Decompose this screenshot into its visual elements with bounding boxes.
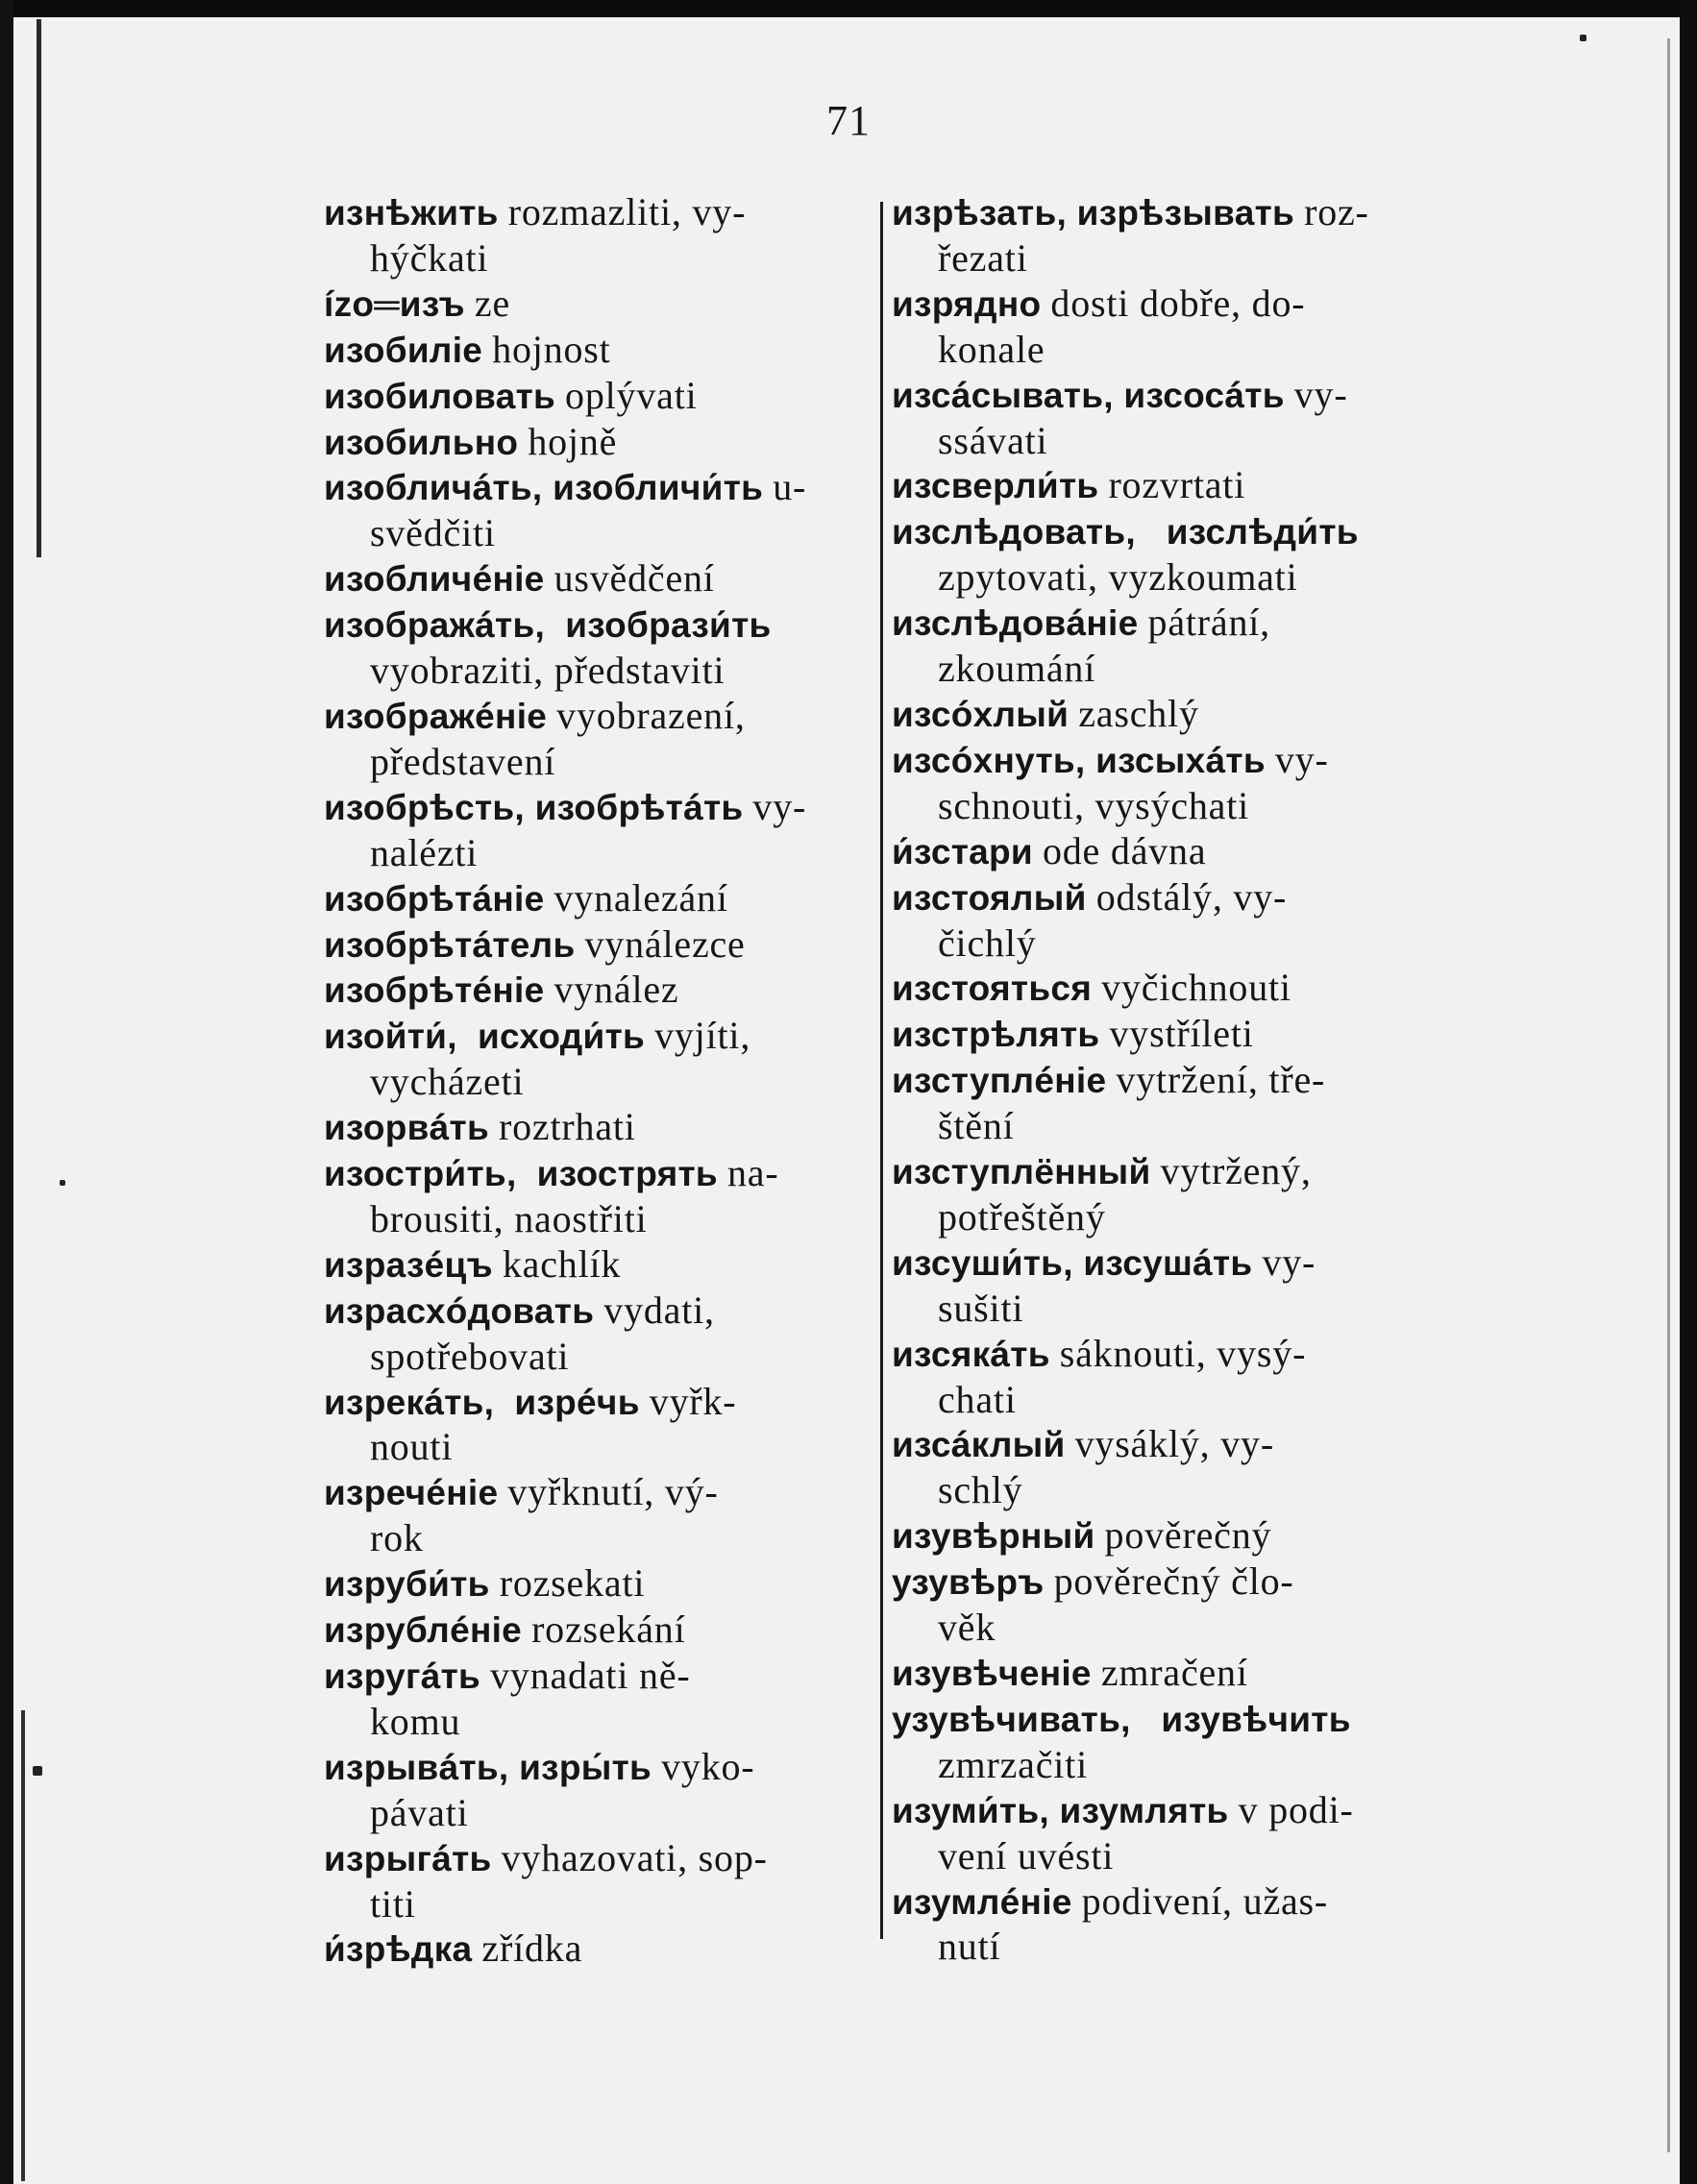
dictionary-entry bbox=[892, 1697, 1438, 1788]
dictionary-entry bbox=[892, 1012, 1438, 1058]
definition: vyobrazení, bbox=[556, 693, 746, 737]
definition: zřídka bbox=[481, 1926, 583, 1971]
dictionary-entry bbox=[324, 602, 881, 694]
headword: изобрѣтáтель bbox=[324, 924, 576, 965]
headword: изуми́ть, изумлять bbox=[892, 1790, 1229, 1830]
dictionary-entry bbox=[324, 1470, 881, 1561]
dictionary-entry bbox=[892, 1332, 1438, 1423]
dictionary-entry bbox=[892, 1240, 1438, 1332]
dictionary-entry bbox=[324, 1926, 881, 1973]
headword: изсверли́ть bbox=[892, 466, 1099, 506]
definition-continuation: titi bbox=[370, 1881, 416, 1926]
definition: dosti dobře, do- bbox=[1050, 281, 1306, 325]
definition-continuation: vyobraziti, představiti bbox=[370, 649, 726, 693]
definition: pověrečný člo- bbox=[1053, 1559, 1294, 1604]
definition-continuation: zkoumání bbox=[938, 647, 1096, 691]
definition: vy- bbox=[1274, 737, 1329, 781]
definition-continuation: čichlý bbox=[938, 920, 1037, 965]
definition: vyko- bbox=[661, 1744, 755, 1788]
definition-continuation: brousiti, naostřiti bbox=[370, 1196, 648, 1240]
scan-edge-top bbox=[0, 0, 1697, 17]
headword: и́зстари bbox=[892, 831, 1033, 871]
headword: изобиловать bbox=[324, 376, 556, 416]
dictionary-entry bbox=[324, 282, 881, 328]
headword: изрекáть, изрéчь bbox=[324, 1382, 640, 1422]
dictionary-entry bbox=[892, 190, 1438, 282]
headword: узувѣчивать, изувѣчить bbox=[892, 1699, 1351, 1739]
dictionary-entry bbox=[324, 1288, 881, 1380]
dictionary-entry bbox=[892, 829, 1438, 875]
headword: изступлённый bbox=[892, 1152, 1151, 1192]
headword: изувѣченіе bbox=[892, 1654, 1092, 1693]
headword: изобличáть, изобличи́ть bbox=[324, 468, 764, 508]
definition-continuation: rok bbox=[370, 1516, 424, 1560]
definition: na- bbox=[726, 1151, 779, 1195]
headword: изорвáть bbox=[324, 1108, 490, 1148]
definition: vyhazovati, sop- bbox=[501, 1835, 768, 1879]
dictionary-entry bbox=[324, 556, 881, 602]
headword: изстоялый bbox=[892, 877, 1087, 918]
dictionary-entry bbox=[324, 1242, 881, 1288]
headword: изречéніе bbox=[324, 1473, 499, 1513]
definition: vynadati ně- bbox=[490, 1654, 691, 1697]
dictionary-entry bbox=[324, 1745, 881, 1836]
definition: sáknouti, vysý- bbox=[1059, 1331, 1307, 1375]
definition-continuation: potřeštěný bbox=[938, 1194, 1106, 1239]
dictionary-entry bbox=[324, 1380, 881, 1471]
definition: vy- bbox=[1293, 372, 1348, 416]
dictionary-entry bbox=[324, 1654, 881, 1745]
headword: изображáть, изобрази́ть bbox=[324, 605, 772, 646]
headword: изрядно bbox=[892, 283, 1042, 324]
dictionary-entry bbox=[324, 968, 881, 1014]
definition: vytržený, bbox=[1160, 1149, 1312, 1193]
headword: изругáть bbox=[324, 1656, 481, 1696]
dictionary-entry bbox=[324, 190, 881, 282]
definition: vynalezání bbox=[553, 875, 728, 920]
headword: изумлéніе bbox=[892, 1881, 1072, 1922]
headword: изсóхлый bbox=[892, 694, 1070, 734]
dictionary-entry bbox=[324, 694, 881, 785]
definition-continuation: řezati bbox=[938, 235, 1028, 280]
definition: usvědčení bbox=[553, 556, 715, 601]
definition-continuation: pávati bbox=[370, 1790, 469, 1834]
definition: kachlík bbox=[502, 1241, 622, 1286]
dictionary-entry bbox=[324, 1151, 881, 1242]
dictionary-entry bbox=[324, 922, 881, 969]
headword: изслѣдовать, изслѣди́ть bbox=[892, 512, 1359, 552]
left-column bbox=[324, 190, 881, 1973]
headword: изувѣрный bbox=[892, 1516, 1095, 1557]
headword: изсóхнуть, изсыхáть bbox=[892, 740, 1266, 780]
dictionary-entry bbox=[324, 1836, 881, 1927]
definition-continuation: spotřebovati bbox=[370, 1334, 570, 1378]
headword: изсáклый bbox=[892, 1425, 1066, 1465]
scan-speck bbox=[33, 1766, 42, 1776]
definition: vysáklý, vy- bbox=[1074, 1422, 1274, 1466]
right-column bbox=[892, 190, 1438, 1970]
definition: vynálezce bbox=[584, 921, 746, 966]
headword: и́зрѣдка bbox=[324, 1929, 473, 1970]
headword: изстояться bbox=[892, 969, 1093, 1009]
dictionary-entry bbox=[892, 463, 1438, 509]
definition-continuation: konale bbox=[938, 327, 1045, 371]
definition: u- bbox=[773, 465, 807, 509]
dictionary-entry bbox=[324, 1014, 881, 1105]
headword: изрывáть, изры́ть bbox=[324, 1747, 652, 1787]
definition: vy- bbox=[1262, 1239, 1316, 1284]
headword: изойти́, исходи́ть bbox=[324, 1017, 646, 1057]
headword: изрѣзать, изрѣзывать bbox=[892, 193, 1295, 233]
definition: vyřknutí, vý- bbox=[507, 1470, 719, 1514]
dictionary-entry bbox=[892, 1058, 1438, 1149]
definition-continuation: sušiti bbox=[938, 1286, 1024, 1330]
definition: rozvrtati bbox=[1108, 463, 1246, 507]
definition-continuation: hýčkati bbox=[370, 235, 489, 280]
dictionary-entry bbox=[324, 1607, 881, 1654]
dictionary-entry bbox=[892, 966, 1438, 1012]
scan-gutter-line bbox=[1667, 38, 1670, 2152]
dictionary-entry bbox=[892, 282, 1438, 373]
scan-edge-right bbox=[1680, 0, 1697, 2184]
definition-continuation: představení bbox=[370, 739, 556, 783]
headword: изслѣдовáніе bbox=[892, 603, 1139, 644]
definition-continuation: schnouti, vysýchati bbox=[938, 783, 1250, 827]
definition: rozsekati bbox=[499, 1561, 646, 1606]
dictionary-entry bbox=[892, 1149, 1438, 1240]
definition: roztrhati bbox=[499, 1105, 636, 1149]
headword: изрублéніе bbox=[324, 1610, 523, 1651]
definition: hojnost bbox=[492, 327, 611, 371]
dictionary-entry bbox=[892, 875, 1438, 967]
column-divider bbox=[880, 202, 883, 1939]
definition: ode dávna bbox=[1042, 828, 1207, 872]
headword: изобрѣтáніе bbox=[324, 878, 545, 919]
definition-continuation: komu bbox=[370, 1699, 461, 1743]
headword: изобличéніе bbox=[324, 559, 545, 600]
definition: odstálý, vy- bbox=[1095, 874, 1288, 919]
headword: изсáсывать, изсосáть bbox=[892, 375, 1285, 415]
definition-continuation: chati bbox=[938, 1377, 1017, 1421]
dictionary-entry bbox=[892, 692, 1438, 738]
dictionary-entry bbox=[324, 420, 881, 466]
headword: изображéніе bbox=[324, 696, 548, 736]
definition-continuation: vycházeti bbox=[370, 1060, 525, 1104]
dictionary-entry bbox=[892, 1559, 1438, 1651]
headword: израсхóдовать bbox=[324, 1290, 595, 1331]
definition-continuation: schlý bbox=[938, 1468, 1023, 1512]
dictionary-entry bbox=[892, 1651, 1438, 1697]
definition: zaschlý bbox=[1078, 691, 1199, 735]
dictionary-entry bbox=[892, 1513, 1438, 1559]
headword: изсуши́ть, изсушáть bbox=[892, 1242, 1253, 1283]
dictionary-entry bbox=[892, 601, 1438, 692]
headword: изразéцъ bbox=[324, 1244, 493, 1285]
headword: изобильно bbox=[324, 422, 519, 462]
dictionary-entry bbox=[324, 374, 881, 420]
headword: ízо═изъ bbox=[324, 283, 465, 324]
definition: vytržení, tře- bbox=[1116, 1058, 1326, 1102]
headword: изруби́ть bbox=[324, 1564, 490, 1605]
dictionary-entry bbox=[892, 373, 1438, 464]
headword: изнѣжить bbox=[324, 193, 499, 233]
page-number: 71 bbox=[826, 97, 871, 144]
headword: изобиліе bbox=[324, 330, 483, 370]
dictionary-entry bbox=[324, 465, 881, 556]
headword: изступлéніе bbox=[892, 1061, 1107, 1101]
headword: изобрѣсть, изобрѣтáть bbox=[324, 787, 744, 827]
dictionary-entry bbox=[324, 1561, 881, 1607]
definition-continuation: štění bbox=[938, 1104, 1015, 1148]
scan-edge-left bbox=[0, 0, 13, 2184]
headword: изсякáть bbox=[892, 1334, 1050, 1374]
dictionary-entry bbox=[324, 328, 881, 374]
definition: zmračení bbox=[1100, 1651, 1248, 1694]
dictionary-entry bbox=[892, 1879, 1438, 1971]
definition: vyřk- bbox=[649, 1379, 737, 1423]
dictionary-entry bbox=[892, 509, 1438, 601]
scan-gutter-line bbox=[21, 1710, 25, 2181]
definition-continuation: nalézti bbox=[370, 830, 479, 874]
definition: pověrečný bbox=[1104, 1513, 1272, 1558]
definition: vydati, bbox=[603, 1288, 715, 1332]
dictionary-entry bbox=[892, 1788, 1438, 1879]
definition-continuation: zmrzačiti bbox=[938, 1742, 1088, 1786]
definition: pátrání, bbox=[1147, 601, 1270, 645]
definition-continuation: nutí bbox=[938, 1925, 1001, 1969]
definition-continuation: svědčiti bbox=[370, 511, 496, 555]
dictionary-entry bbox=[324, 876, 881, 922]
headword: узувѣръ bbox=[892, 1562, 1045, 1603]
definition: roz- bbox=[1304, 190, 1369, 233]
definition: ze bbox=[474, 281, 510, 325]
definition: vy- bbox=[752, 784, 807, 828]
dictionary-entry bbox=[324, 785, 881, 876]
headword: изстрѣлять bbox=[892, 1015, 1100, 1055]
definition-continuation: zpytovati, vyzkoumati bbox=[938, 555, 1298, 600]
dictionary-entry bbox=[892, 1422, 1438, 1513]
definition-continuation: nouti bbox=[370, 1425, 454, 1469]
definition: vystříleti bbox=[1109, 1012, 1254, 1056]
headword: изобрѣтéніе bbox=[324, 970, 545, 1011]
definition-continuation: věk bbox=[938, 1606, 996, 1650]
definition: podivení, užas- bbox=[1081, 1878, 1329, 1923]
definition: vynález bbox=[553, 968, 679, 1012]
definition-continuation: ssávati bbox=[938, 418, 1048, 462]
headword: изостри́ть, изострять bbox=[324, 1154, 718, 1194]
definition: oplývati bbox=[565, 373, 698, 417]
definition: hojně bbox=[528, 419, 618, 463]
scan-speck bbox=[60, 1180, 65, 1186]
dictionary-entry bbox=[324, 1105, 881, 1151]
definition: v podi- bbox=[1238, 1787, 1354, 1831]
definition: vyjíti, bbox=[654, 1014, 751, 1058]
definition: rozsekání bbox=[531, 1607, 686, 1652]
headword: изрыгáть bbox=[324, 1838, 492, 1878]
definition: rozmazliti, vy- bbox=[507, 190, 747, 233]
definition: vyčichnouti bbox=[1101, 966, 1291, 1010]
scan-speck bbox=[1580, 35, 1586, 41]
definition-continuation: vení uvésti bbox=[938, 1833, 1115, 1877]
dictionary-entry bbox=[892, 738, 1438, 829]
